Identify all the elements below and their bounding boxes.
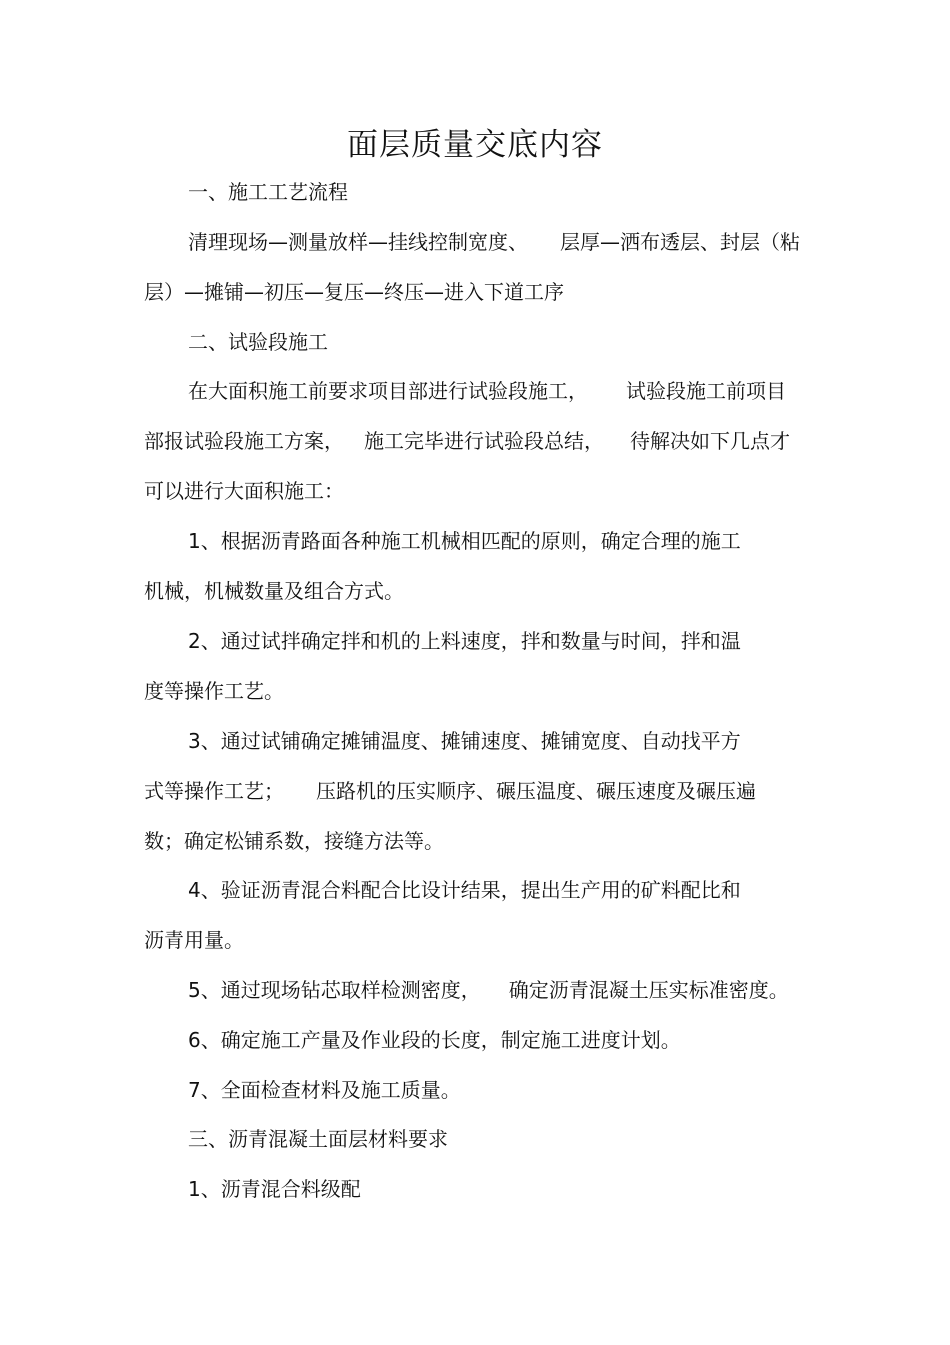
text-segment: 5、通过现场钻芯取样检测密度， [188, 978, 481, 1002]
list-item-3: 3、通过试铺确定摊铺温度、摊铺速度、摊铺宽度、自动找平方 [188, 729, 741, 753]
section-heading-2: 二、试验段施工 [188, 330, 328, 354]
list-item-6: 6、确定施工产量及作业段的长度，制定施工进度计划。 [188, 1028, 681, 1052]
list-item-4-continued: 沥青用量。 [144, 928, 244, 952]
section-heading-3: 三、沥青混凝土面层材料要求 [188, 1127, 448, 1151]
text-segment: 待解决如下几点才 [630, 429, 790, 453]
text-segment: 确定沥青混凝土压实标准密度。 [508, 978, 789, 1002]
list-item-1: 1、根据沥青路面各种施工机械相匹配的原则，确定合理的施工 [188, 529, 741, 553]
list-item-1-continued: 机械，机械数量及组合方式。 [144, 579, 404, 603]
section-heading-1: 一、施工工艺流程 [188, 180, 348, 204]
list-item-2-continued: 度等操作工艺。 [144, 679, 284, 703]
paragraph-line [188, 229, 800, 255]
text-segment: 层厚—洒布透层、封层（粘 [560, 230, 800, 254]
list-item-5 [188, 977, 789, 1003]
paragraph-line [188, 378, 786, 404]
text-segment: 施工完毕进行试验段总结， [364, 429, 604, 453]
page-title: 面层质量交底内容 [347, 127, 603, 163]
list-item-3-continued [144, 778, 756, 804]
text-segment: 试验段施工前项目 [626, 379, 786, 403]
text-segment: 式等操作工艺； [144, 779, 284, 803]
text-segment: 清理现场—测量放样—挂线控制宽度、 [188, 230, 528, 254]
text-segment: 压路机的压实顺序、碾压温度、碾压速度及碾压遍 [316, 779, 756, 803]
paragraph-line: 可以进行大面积施工： [144, 479, 344, 503]
text-segment: 在大面积施工前要求项目部进行试验段施工， [188, 379, 588, 403]
list-item-7: 7、全面检查材料及施工质量。 [188, 1078, 461, 1102]
list-item-2: 2、通过试拌确定拌和机的上料速度，拌和数量与时间，拌和温 [188, 629, 741, 653]
list-item-materials-1: 1、沥青混合料级配 [188, 1177, 361, 1201]
list-item-4: 4、验证沥青混合料配合比设计结果，提出生产用的矿料配比和 [188, 878, 741, 902]
text-segment: 部报试验段施工方案， [144, 429, 344, 453]
list-item-3-continued: 数；确定松铺系数，接缝方法等。 [144, 829, 444, 853]
paragraph-line: 层）—摊铺—初压—复压—终压—进入下道工序 [144, 280, 564, 304]
paragraph-line [144, 428, 790, 454]
